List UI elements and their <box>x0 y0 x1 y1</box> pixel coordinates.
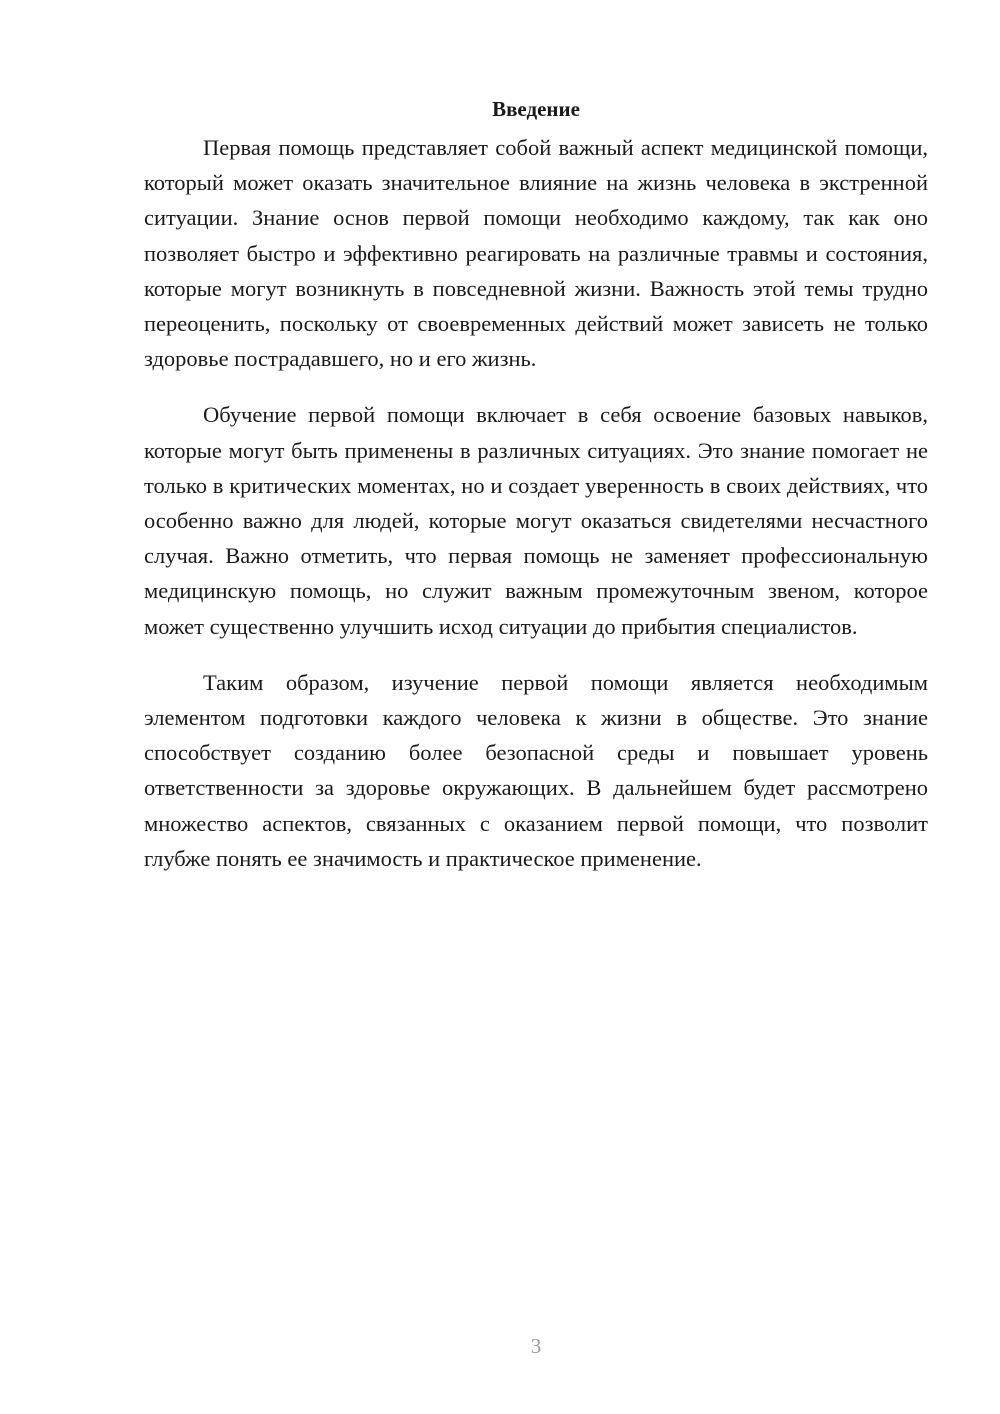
paragraph: Обучение первой помощи включает в себя освоение базовых навыков, которые могут быть применены в различных ситуациях. Это знание помогает не только в критических моментах, но и создает уверенность в своих действиях, что особенно важно для людей, которые могут оказаться свидетелями несчастного случая. Важно отметить, что первая помощь не заменяет профессиональную медицинскую помощь, но служит важным промежуточным звеном, которое может существенно улучшить исход ситуации до прибытия специалистов. <box>144 402 928 639</box>
page-content <box>144 92 928 876</box>
page-number: 3 <box>530 1334 542 1358</box>
paragraph: Таким образом, изучение первой помощи является необходимым элементом подготовки каждого человека к жизни в обществе. Это знание способствует созданию более безопасной среды и повышает уровень ответственности за здоровье окружающих. В дальнейшем будет рассмотрено множество аспектов, связанных с оказанием первой помощи, что позволит глубже понять ее значимость и практическое применение. <box>144 669 928 871</box>
paragraph: Первая помощь представляет собой важный аспект медицинской помощи, который может оказать значительное влияние на жизнь человека в экстренной ситуации. Знание основ первой помощи необходимо каждому, так как оно позволяет быстро и эффективно реагировать на различные травмы и состояния, которые могут возникнуть в повседневной жизни. Важность этой темы трудно переоценить, поскольку от своевременных действий может зависеть не только здоровье пострадавшего, но и его жизнь. <box>144 135 928 372</box>
section-heading: Введение <box>492 97 580 121</box>
